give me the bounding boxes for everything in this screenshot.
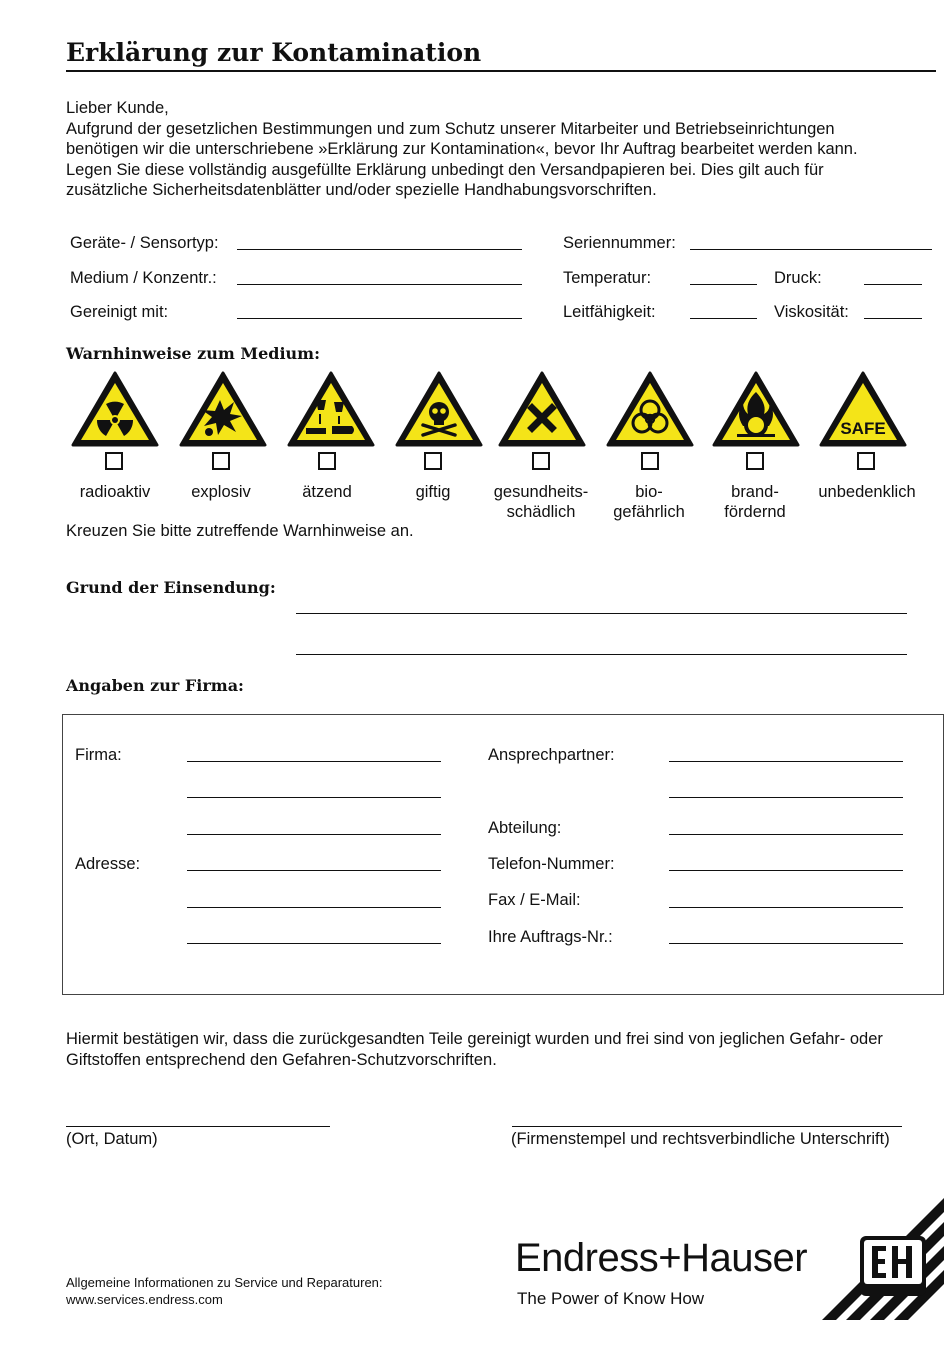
conductivity-label: Leitfähigkeit: — [563, 303, 656, 321]
address-label: Adresse: — [75, 855, 141, 873]
contact-field-2[interactable] — [669, 797, 903, 798]
address-field-2[interactable] — [187, 907, 441, 908]
viscosity-label: Viskosität: — [774, 303, 849, 321]
checkbox-toxic[interactable] — [424, 452, 442, 470]
order-number-field[interactable] — [669, 943, 903, 944]
intro-text — [66, 98, 936, 201]
hazard-label-corrosive — [276, 482, 378, 502]
checkbox-radioactive[interactable] — [105, 452, 123, 470]
stamp-signature-label: (Firmenstempel und rechtsverbindliche Unterschrift) — [511, 1130, 890, 1148]
hazard-label-line: unbedenklich — [818, 483, 916, 501]
hazard-label-radioactive — [64, 482, 166, 502]
hazard-label-line: giftig — [415, 483, 451, 501]
biohazard-icon — [605, 370, 695, 448]
address-field-3[interactable] — [187, 943, 441, 944]
checkbox-safe[interactable] — [857, 452, 875, 470]
firm-field-3[interactable] — [187, 834, 441, 835]
reason-field-2[interactable] — [296, 654, 907, 655]
hazard-radioactive — [60, 370, 170, 448]
hazard-explosive — [168, 370, 278, 448]
place-date-label: (Ort, Datum) — [66, 1130, 158, 1148]
serial-label: Seriennummer: — [563, 234, 676, 252]
hazard-label-biohazard — [598, 482, 700, 522]
hazard-label-line: gefährlich — [613, 503, 685, 521]
brand-name: Endress+Hauser — [515, 1236, 808, 1280]
hazard-label-safe — [808, 482, 926, 502]
hazard-label-line: fördernd — [724, 503, 786, 521]
safe-icon — [818, 370, 908, 448]
checkbox-biohazard[interactable] — [641, 452, 659, 470]
phone-field[interactable] — [669, 870, 903, 871]
reason-heading: Grund der Einsendung: — [66, 578, 276, 597]
intro-line: Legen Sie diese vollständig ausgefüllte Erklärung unbedingt den Versandpapieren bei. Dies gilt auch für — [66, 160, 824, 179]
confirmation-text — [66, 1029, 936, 1070]
service-url[interactable]: www.services.endress.com — [66, 1292, 223, 1307]
pressure-label: Druck: — [774, 269, 822, 287]
viscosity-field[interactable] — [864, 318, 922, 319]
corrosive-icon — [286, 370, 376, 448]
firm-field-1[interactable] — [187, 761, 441, 762]
safe-text: SAFE — [840, 419, 886, 438]
hazard-label-toxic — [382, 482, 484, 502]
temperature-field[interactable] — [690, 284, 757, 285]
hazard-label-harmful — [483, 482, 599, 522]
intro-greeting: Lieber Kunde, — [66, 99, 169, 117]
checkbox-explosive[interactable] — [212, 452, 230, 470]
intro-line: zusätzliche Sicherheitsdatenblätter und/oder spezielle Handhabungsvorschriften. — [66, 181, 657, 199]
hazard-biohazard — [595, 370, 705, 448]
confirmation-line: Giftstoffen entsprechend den Gefahren-Schutzvorschriften. — [66, 1050, 497, 1069]
cleaned-with-label: Gereinigt mit: — [70, 303, 169, 321]
hazard-corrosive — [276, 370, 386, 448]
hazard-label-line: radioaktiv — [79, 483, 151, 501]
hazard-oxidizing — [701, 370, 811, 448]
explosive-icon — [178, 370, 268, 448]
confirmation-line: Hiermit bestätigen wir, dass die zurückgesandten Teile gereinigt wurden und frei sind von jeglichen Gefahr- oder — [66, 1030, 883, 1048]
intro-line: Aufgrund der gesetzlichen Bestimmungen und zum Schutz unserer Mitarbeiter und Betriebseinrichtungen — [66, 119, 835, 138]
device-type-field[interactable] — [237, 249, 522, 250]
hazard-safe — [808, 370, 918, 448]
hazard-label-line: brand- — [731, 483, 779, 501]
firm-field-2[interactable] — [187, 797, 441, 798]
hazard-label-line: ätzend — [302, 483, 352, 501]
order-number-label: Ihre Auftrags-Nr.: — [488, 928, 613, 946]
fax-email-label: Fax / E-Mail: — [488, 891, 581, 909]
reason-field-1[interactable] — [296, 613, 907, 614]
hazard-label-oxidizing — [704, 482, 806, 522]
footer-info — [66, 1274, 383, 1308]
toxic-icon — [394, 370, 484, 448]
brand-tagline: The Power of Know How — [517, 1289, 705, 1308]
hazard-label-line: schädlich — [506, 503, 576, 521]
cleaned-with-field[interactable] — [237, 318, 522, 319]
fax-email-field[interactable] — [669, 907, 903, 908]
contact-label: Ansprechpartner: — [488, 746, 615, 764]
signature-field[interactable] — [512, 1126, 902, 1127]
checkbox-harmful[interactable] — [532, 452, 550, 470]
hazard-label-line: bio- — [635, 483, 663, 501]
medium-label: Medium / Konzentr.: — [70, 269, 217, 287]
medium-field[interactable] — [237, 284, 522, 285]
contact-field-1[interactable] — [669, 761, 903, 762]
hazard-label-explosive — [170, 482, 272, 502]
device-type-label: Geräte- / Sensortyp: — [70, 234, 219, 252]
checkbox-corrosive[interactable] — [318, 452, 336, 470]
page-title: Erklärung zur Kontamination — [66, 38, 482, 67]
hazard-toxic — [384, 370, 494, 448]
endress-hauser-logo-icon — [822, 1198, 944, 1322]
company-heading: Angaben zur Firma: — [66, 676, 244, 695]
address-field-1[interactable] — [187, 870, 441, 871]
hazard-label-line: explosiv — [191, 483, 251, 501]
service-info-text: Allgemeine Informationen zu Service und Reparaturen: — [66, 1275, 383, 1290]
place-date-field[interactable] — [66, 1126, 330, 1127]
hazard-label-line: gesundheits- — [493, 483, 589, 501]
intro-line: benötigen wir die unterschriebene »Erklärung zur Kontamination«, bevor Ihr Auftrag bearbeitet werden kann. — [66, 140, 858, 158]
department-field[interactable] — [669, 834, 903, 835]
firm-label: Firma: — [75, 746, 122, 764]
conductivity-field[interactable] — [690, 318, 757, 319]
harmful-icon — [497, 370, 587, 448]
phone-label: Telefon-Nummer: — [488, 855, 615, 873]
pressure-field[interactable] — [864, 284, 922, 285]
checkbox-oxidizing[interactable] — [746, 452, 764, 470]
oxidizing-icon — [711, 370, 801, 448]
hazard-harmful — [487, 370, 597, 448]
department-label: Abteilung: — [488, 819, 562, 837]
radioactive-icon — [70, 370, 160, 448]
warnings-note: Kreuzen Sie bitte zutreffende Warnhinweise an. — [66, 522, 414, 540]
temperature-label: Temperatur: — [563, 269, 652, 287]
warnings-heading: Warnhinweise zum Medium: — [66, 344, 320, 363]
title-divider — [66, 70, 936, 72]
serial-field[interactable] — [690, 249, 932, 250]
